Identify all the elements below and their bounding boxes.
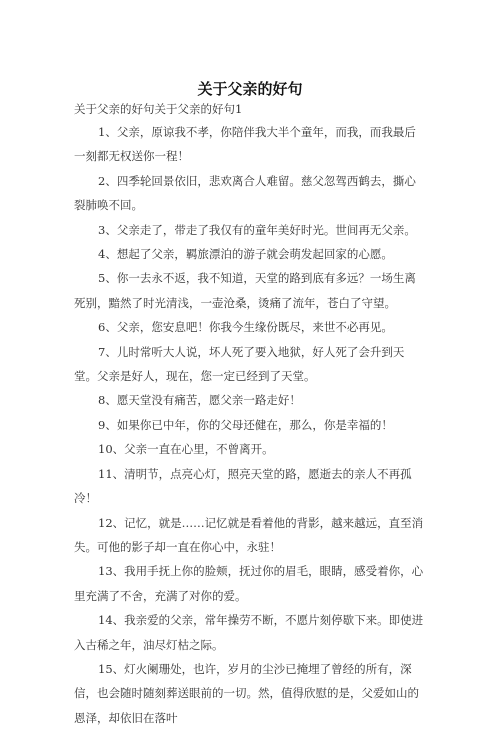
paragraph: 3、父亲走了，带走了我仅有的童年美好时光。世间再无父亲。 bbox=[98, 222, 416, 237]
paragraph: 12、记忆，就是……记忆就是看着他的背影，越来越远，直至消失。可他的影子却一直在你心中，永驻！ bbox=[74, 515, 424, 554]
document-subtitle: 关于父亲的好句关于父亲的好句1 bbox=[74, 102, 243, 116]
document-body bbox=[74, 120, 426, 730]
paragraph: 11、清明节，点亮心灯，照亮天堂的路，愿逝去的亲人不再孤冷！ bbox=[74, 466, 412, 506]
paragraph: 4、想起了父亲，羁旅漂泊的游子就会萌发起回家的心愿。 bbox=[98, 247, 393, 262]
paragraph: 13、我用手抚上你的脸颊，抚过你的眉毛，眼睛，感受着你，心里充满了不舍，充满了对你的爱。 bbox=[74, 564, 424, 603]
paragraph: 6、父亲，您安息吧！你我今生缘份既尽，来世不必再见。 bbox=[98, 320, 393, 335]
paragraph: 15、灯火阑珊处，也许，岁月的尘沙已掩埋了曾经的所有，深信，也会随时随刻葬送眼前的一切。然，值得欣慰的是，父爱如山的恩泽，却依旧在落叶 bbox=[74, 661, 419, 725]
paragraph: 14、我亲爱的父亲，常年操劳不断，不愿片刻停歇下来。即使进入古稀之年，油尽灯枯之际。 bbox=[74, 613, 424, 652]
paragraph: 10、父亲一直在心里，不曾离开。 bbox=[98, 442, 274, 457]
paragraph: 9、如果你已中年，你的父母还健在，那么，你是幸福的！ bbox=[98, 417, 393, 432]
document-title: 关于父亲的好句 bbox=[197, 80, 303, 98]
paragraph: 1、父亲，原谅我不孝，你陪伴我大半个童年，而我，而我最后一刻都无权送你一程！ bbox=[74, 125, 416, 164]
paragraph: 2、四季轮回景依旧，悲欢离合人难留。慈父忽驾西鹤去，撕心裂肺唤不回。 bbox=[74, 173, 416, 213]
paragraph: 5、你一去永不返，我不知道，天堂的路到底有多远？一场生离死别，黯然了时光清浅，一壶沧桑，烫痛了流年，苍白了守望。 bbox=[74, 271, 416, 310]
paragraph: 7、儿时常听大人说，坏人死了要入地狱，好人死了会升到天堂。父亲是好人，现在，您一定已经到了天堂。 bbox=[74, 344, 405, 384]
paragraph: 8、愿天堂没有痛苦，愿父亲一路走好！ bbox=[98, 393, 301, 408]
